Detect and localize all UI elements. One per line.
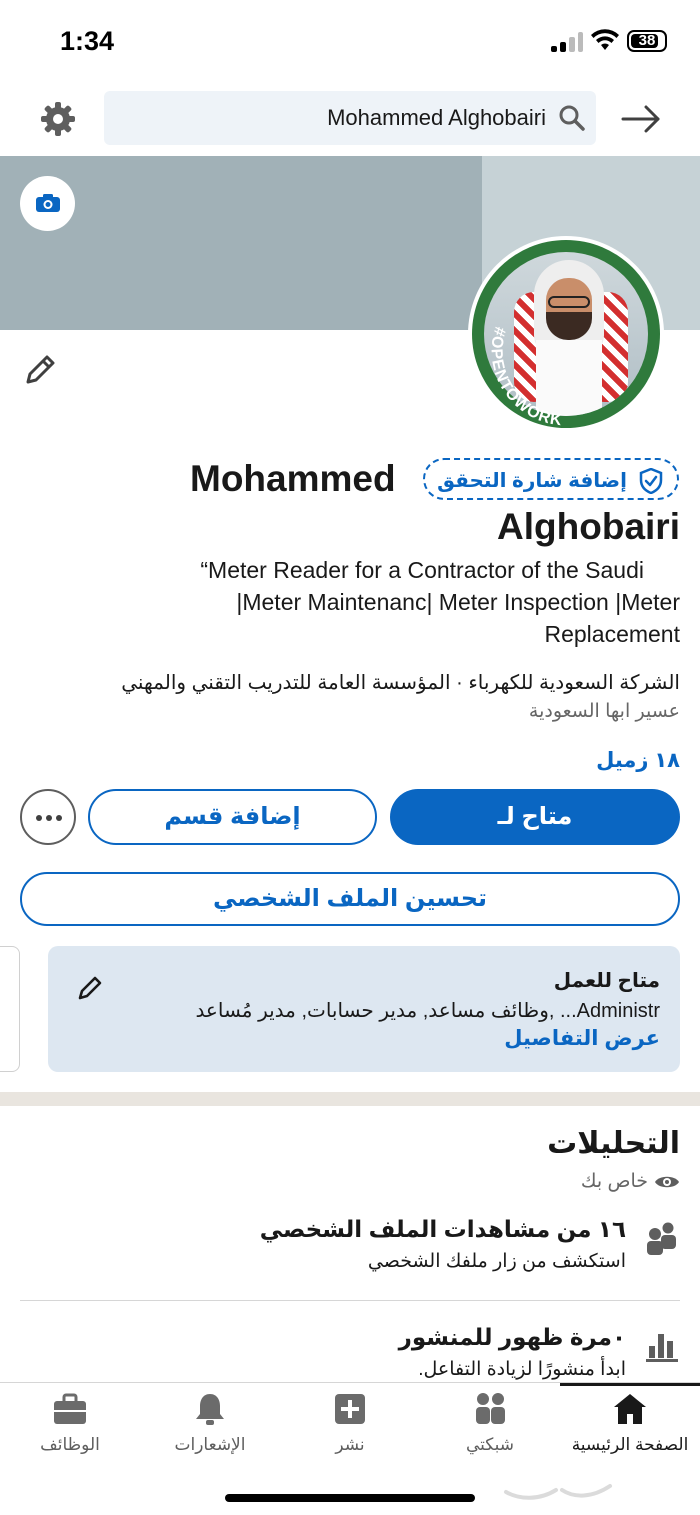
- bar-chart-icon: [644, 1328, 680, 1364]
- stat-divider: [20, 1300, 680, 1301]
- briefcase-icon: [52, 1391, 88, 1427]
- nav-network-label: شبكتي: [465, 1435, 515, 1454]
- add-verification-badge-button[interactable]: [423, 458, 679, 500]
- edit-pencil-icon[interactable]: [76, 974, 104, 1002]
- nav-notifications[interactable]: [140, 1383, 280, 1473]
- profile-headline: [40, 554, 680, 650]
- plus-square-icon: [332, 1391, 368, 1427]
- open-to-work-label: [468, 236, 664, 432]
- headline-line: |Meter Maintenanc| Meter Inspection |Meter: [236, 589, 680, 615]
- top-bar: [0, 82, 700, 154]
- status-bar: [0, 0, 700, 80]
- nav-active-indicator: [560, 1383, 700, 1386]
- private-to-you: [540, 1170, 680, 1196]
- open-to-button[interactable]: متاح لـ: [390, 789, 680, 845]
- nav-jobs-label: الوظائف: [40, 1435, 100, 1454]
- post-impressions-subtitle: ابدأ منشورًا لزيادة التفاعل.: [418, 1359, 626, 1380]
- verification-badge-label: إضافة شارة التحقق: [437, 470, 627, 492]
- nav-notifications-label: الإشعارات: [174, 1435, 246, 1454]
- home-indicator[interactable]: [225, 1494, 475, 1502]
- bell-icon: [192, 1391, 228, 1427]
- headline-line: “Meter Reader for a Contractor of the Saudi: [200, 557, 644, 583]
- edit-cover-button[interactable]: [20, 176, 75, 231]
- nav-home-label: الصفحة الرئيسية: [571, 1435, 689, 1454]
- nav-post[interactable]: [280, 1383, 420, 1473]
- headline-line: Replacement: [544, 621, 680, 647]
- shield-check-icon: [639, 468, 663, 494]
- battery-icon: [627, 30, 667, 52]
- connections-link[interactable]: ١٨ زميل: [596, 749, 680, 772]
- back-arrow-icon[interactable]: [620, 102, 662, 136]
- profile-views-subtitle: استكشف من زار ملفك الشخصي: [367, 1251, 626, 1272]
- show-details-link[interactable]: عرض التفاصيل: [504, 1027, 660, 1050]
- nav-my-network[interactable]: [420, 1383, 560, 1473]
- search-input[interactable]: [104, 91, 596, 145]
- open-to-work-jobs: وظائف مساعد, مدير حسابات, مدير مُساعد, ...Administr: [195, 1000, 660, 1022]
- battery-level: 38: [638, 32, 656, 49]
- profile-location: عسير ابها السعودية: [528, 701, 680, 722]
- eye-icon: [654, 1172, 680, 1192]
- wifi-icon: [590, 28, 620, 52]
- previous-card-edge[interactable]: [0, 946, 20, 1072]
- profile-company: الشركة السعودية للكهرباء · المؤسسة العامة للتدريب التقني والمهني: [121, 672, 680, 694]
- camera-icon: [35, 192, 61, 214]
- cellular-signal-icon: [551, 32, 583, 52]
- profile-views-stat[interactable]: [20, 1216, 680, 1280]
- gear-icon[interactable]: [38, 99, 78, 139]
- status-time: 1:34: [60, 26, 115, 56]
- analytics-title: التحليلات: [547, 1127, 680, 1160]
- section-divider: [0, 1092, 700, 1106]
- open-to-work-title: متاح للعمل: [553, 970, 660, 992]
- profile-name-last: Alghobairi: [497, 506, 680, 547]
- watermark-logo: [500, 1470, 620, 1504]
- search-value: Mohammed Alghobairi: [327, 105, 546, 130]
- nav-jobs[interactable]: [0, 1383, 140, 1473]
- profile-name-first: Mohammed: [190, 458, 396, 499]
- svg-text:#OPENTOWORK: #OPENTOWORK: [487, 324, 564, 430]
- home-icon: [612, 1391, 648, 1427]
- people-icon: [644, 1220, 680, 1256]
- post-impressions-stat[interactable]: [20, 1324, 680, 1380]
- private-label: خاص بك: [580, 1171, 648, 1192]
- more-options-button[interactable]: [20, 789, 76, 845]
- nav-home[interactable]: [560, 1383, 700, 1473]
- network-icon: [472, 1391, 508, 1427]
- avatar[interactable]: [468, 236, 664, 432]
- add-section-button[interactable]: إضافة قسم: [88, 789, 377, 845]
- search-icon: [558, 104, 586, 132]
- post-impressions-title: ٠مرة ظهور للمنشور: [398, 1324, 626, 1350]
- nav-post-label: نشر: [335, 1435, 365, 1454]
- edit-profile-pencil-icon[interactable]: [22, 352, 58, 388]
- enhance-profile-button[interactable]: تحسين الملف الشخصي: [20, 872, 680, 926]
- profile-views-title: ١٦ من مشاهدات الملف الشخصي: [259, 1216, 626, 1242]
- open-to-work-card[interactable]: [48, 946, 680, 1072]
